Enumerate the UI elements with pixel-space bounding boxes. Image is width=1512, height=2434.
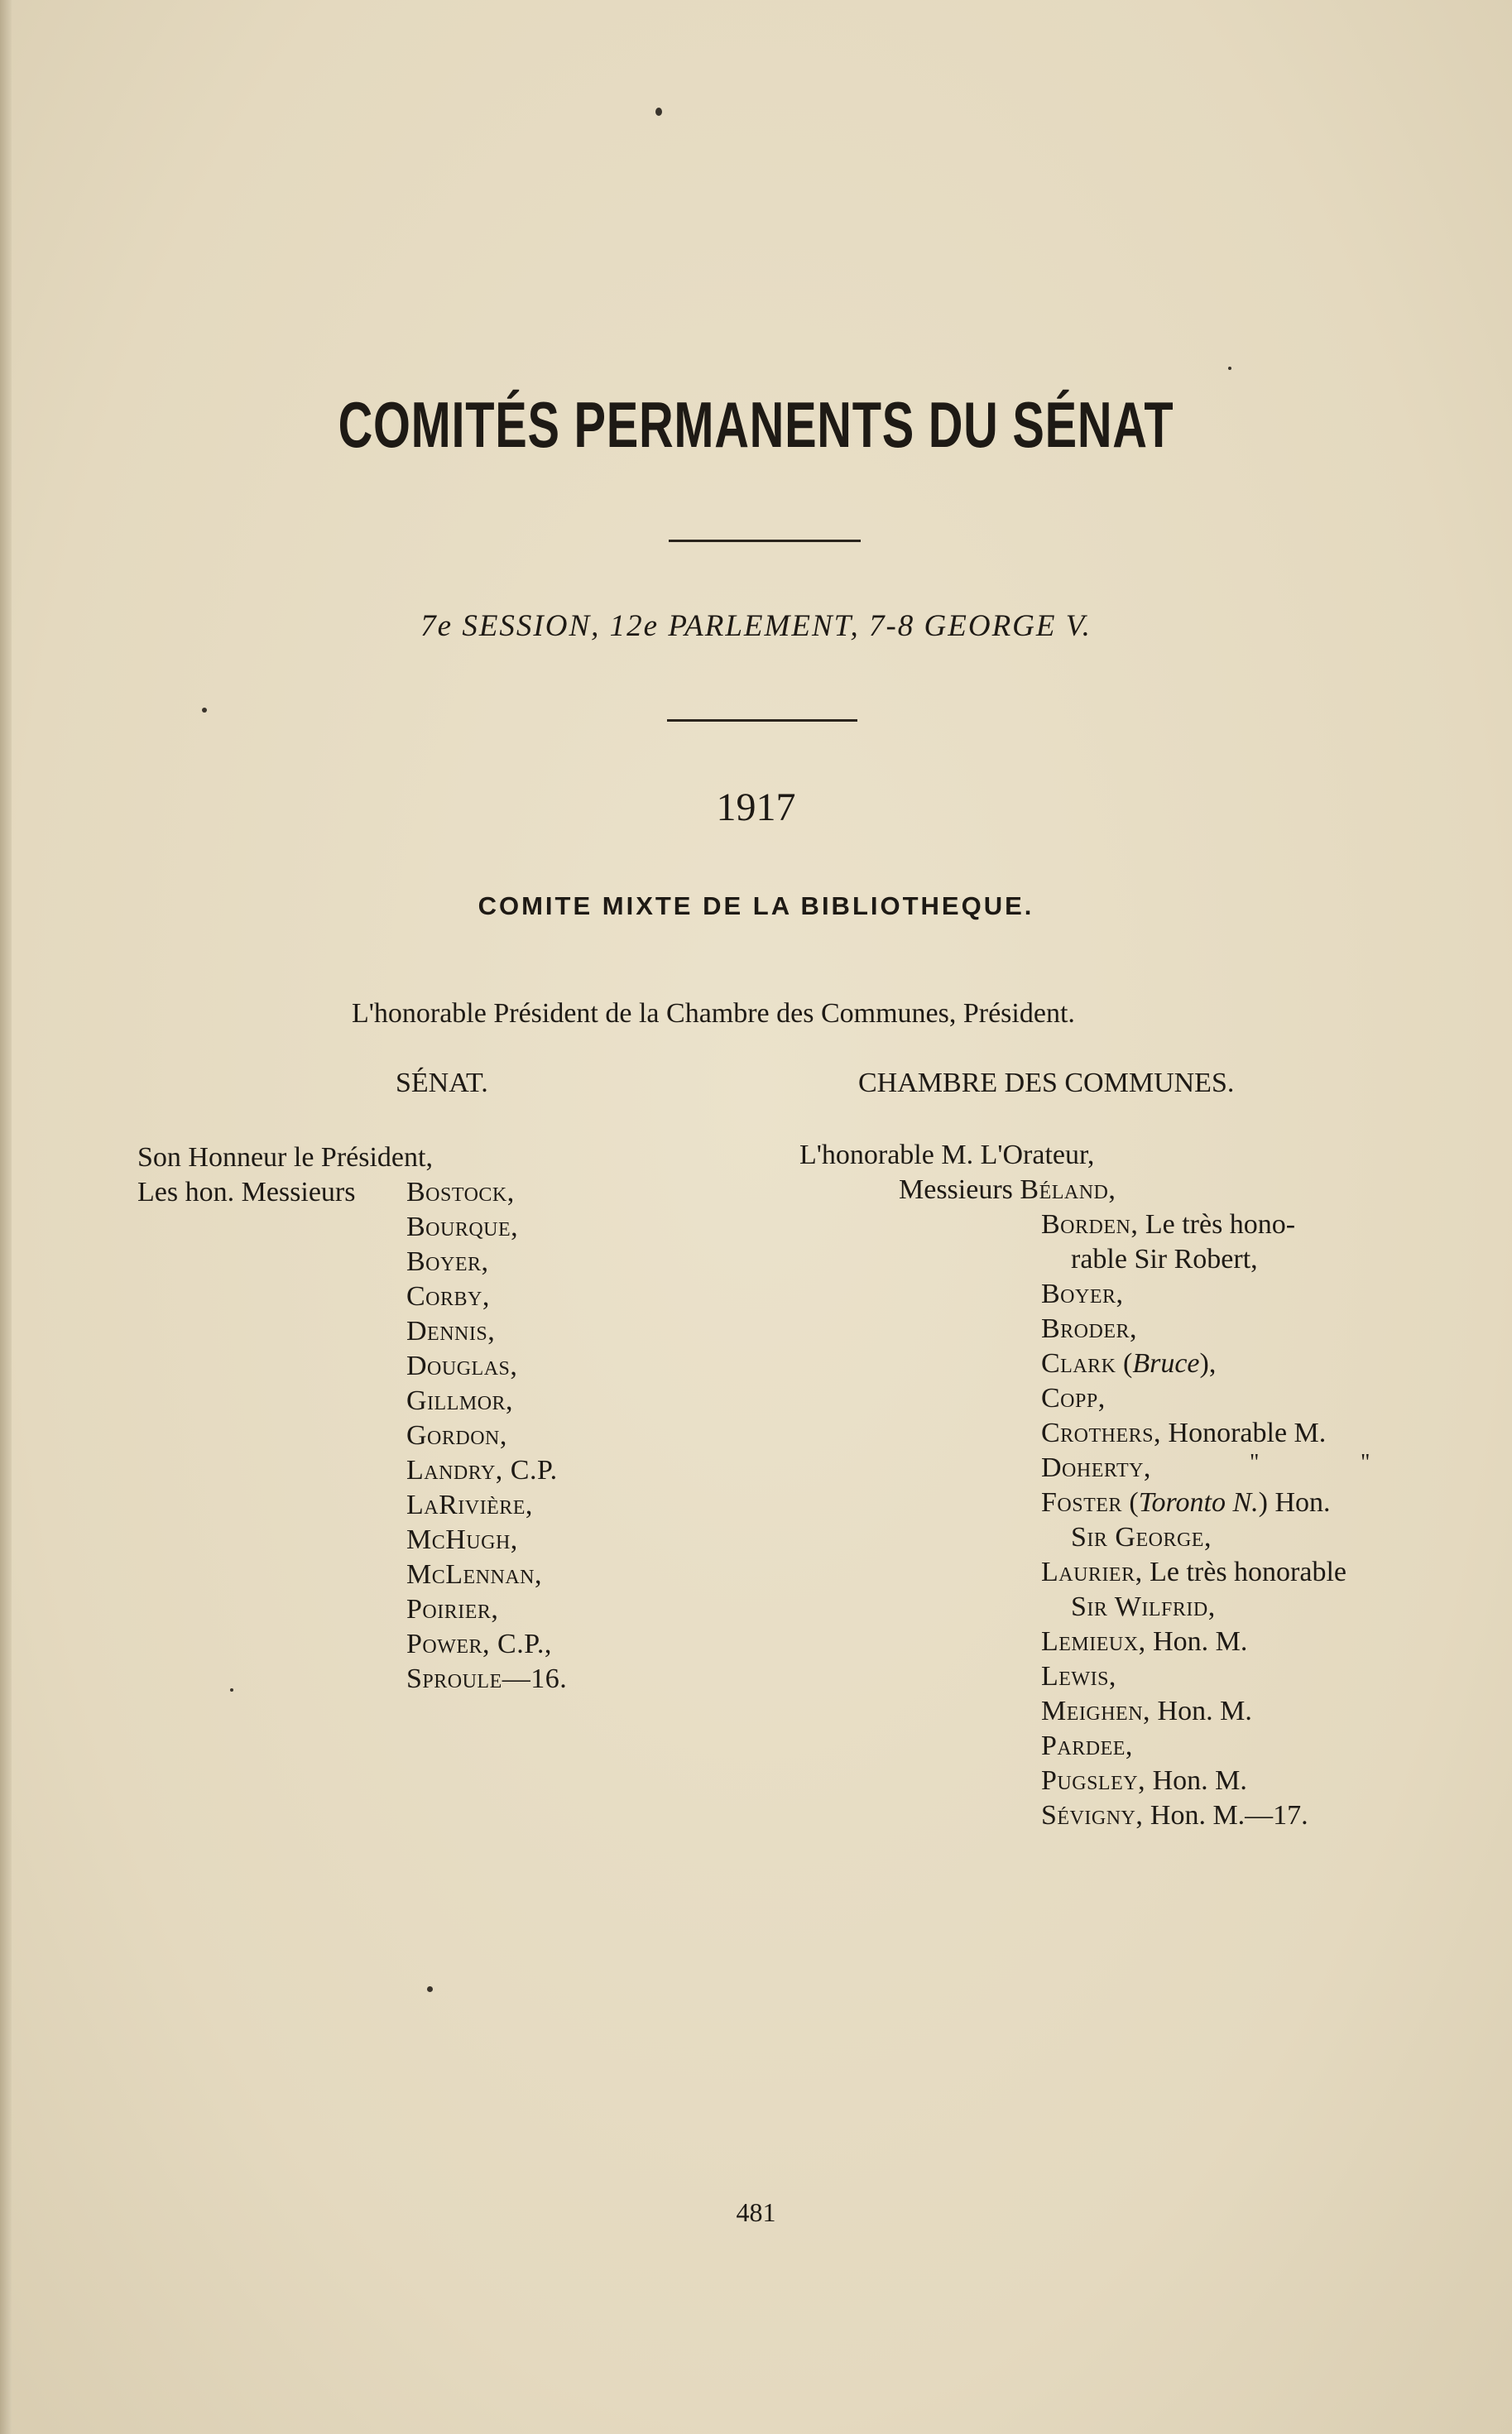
commons-member: Sévigny, Hon. M.—17.	[1041, 1800, 1308, 1831]
senate-member: Gillmor,	[406, 1385, 514, 1416]
senate-intro-president: Son Honneur le Président,	[137, 1142, 433, 1173]
commons-intro-messieurs: Messieurs Béland,	[899, 1174, 1116, 1205]
senate-member: Poirier,	[406, 1594, 499, 1625]
chair-line: L'honorable Président de la Chambre des Communes, Président.	[352, 998, 1075, 1029]
year-heading: 1917	[716, 785, 796, 829]
paper-speck	[655, 108, 662, 116]
paper-speck	[202, 708, 207, 713]
commons-member: Pugsley, Hon. M.	[1041, 1765, 1247, 1796]
senate-member: LaRivière,	[406, 1490, 533, 1520]
ditto-mark: "	[1250, 1450, 1260, 1476]
senate-intro-messieurs: Les hon. Messieurs	[137, 1177, 356, 1207]
divider-rule	[667, 719, 857, 722]
commons-member: Clark (Bruce),	[1041, 1348, 1217, 1379]
commons-member: Lemieux, Hon. M.	[1041, 1626, 1248, 1657]
senate-member: Bostock,	[406, 1177, 515, 1207]
committee-heading: COMITE MIXTE DE LA BIBLIOTHEQUE.	[478, 891, 1034, 920]
commons-member: Borden, Le très hono-	[1041, 1209, 1296, 1240]
commons-member: Pardee,	[1041, 1731, 1133, 1761]
commons-member: Boyer,	[1041, 1279, 1124, 1309]
book-spine-edge	[0, 0, 12, 2434]
commons-member: Copp,	[1041, 1383, 1106, 1414]
commons-heading: CHAMBRE DES COMMUNES.	[858, 1068, 1235, 1098]
commons-member-continuation: Sir George,	[1071, 1522, 1212, 1553]
commons-member: Doherty,	[1041, 1452, 1151, 1483]
divider-rule	[669, 540, 861, 542]
senate-member: McHugh,	[406, 1524, 518, 1555]
commons-member: Broder,	[1041, 1313, 1138, 1344]
commons-intro-orateur: L'honorable M. L'Orateur,	[799, 1140, 1095, 1170]
paper-speck	[1228, 367, 1231, 370]
senate-member: Corby,	[406, 1281, 490, 1312]
commons-member-continuation: rable Sir Robert,	[1071, 1244, 1258, 1275]
page-title: COMITÉS PERMANENTS DU SÉNAT	[338, 388, 1174, 461]
senate-member: Sproule—16.	[406, 1663, 568, 1694]
senate-member: Landry, C.P.	[406, 1455, 558, 1486]
commons-member: Laurier, Le très honorable	[1041, 1557, 1347, 1587]
senate-member: McLennan,	[406, 1559, 542, 1590]
commons-member: Meighen, Hon. M.	[1041, 1696, 1252, 1726]
paper-speck	[427, 1986, 433, 1992]
commons-member-continuation: Sir Wilfrid,	[1071, 1591, 1216, 1622]
senate-member: Power, C.P.,	[406, 1629, 552, 1659]
senate-member: Douglas,	[406, 1351, 518, 1381]
senate-member: Bourque,	[406, 1212, 519, 1242]
session-line: 7e SESSION, 12e PARLEMENT, 7-8 GEORGE V.	[420, 609, 1092, 643]
commons-member: Crothers, Honorable M.	[1041, 1418, 1327, 1448]
senate-member: Boyer,	[406, 1246, 489, 1277]
paper-speck	[230, 1688, 233, 1692]
commons-member: Lewis,	[1041, 1661, 1116, 1692]
commons-member: Foster (Toronto N.) Hon.	[1041, 1487, 1331, 1518]
page-number: 481	[736, 2197, 776, 2227]
senate-member: Dennis,	[406, 1316, 496, 1347]
senate-heading: SÉNAT.	[396, 1068, 488, 1098]
senate-member: Gordon,	[406, 1420, 507, 1451]
ditto-mark: "	[1361, 1450, 1370, 1476]
